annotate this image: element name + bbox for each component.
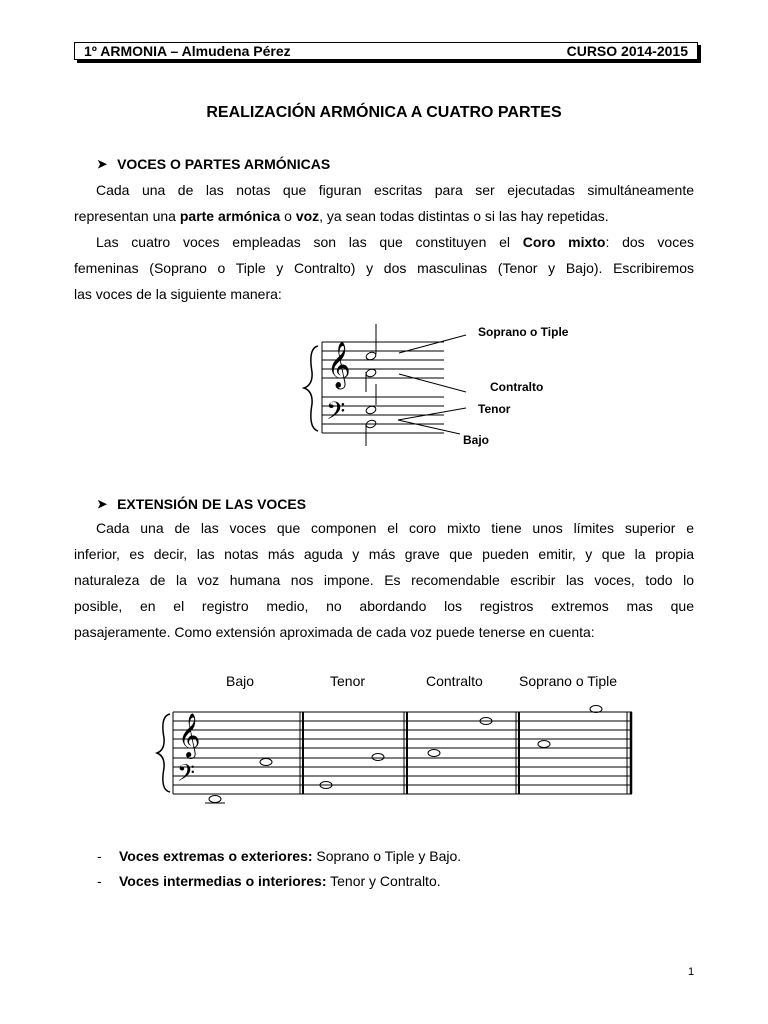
header-left: 1º ARMONIA – Almudena Pérez (84, 43, 291, 59)
treble-clef-icon: 𝄞 (178, 713, 201, 757)
label-tenor: Tenor (478, 402, 511, 416)
page-number: 1 (688, 966, 695, 978)
range-label-soprano: Soprano o Tiple (519, 673, 618, 689)
section-heading-voces: ➤ VOCES O PARTES ARMÓNICAS (97, 156, 331, 172)
list-item: - Voces intermedias o interiores: Tenor y Contralto. (97, 873, 441, 889)
label-soprano: Soprano o Tiple (478, 325, 569, 339)
bass-clef-icon: 𝄢 (177, 759, 196, 792)
range-label-contralto: Contralto (426, 673, 483, 689)
paragraph-extension: Cada una de las voces que componen el coro mixto tiene unos límites superior e inferior, es decir, las notas más aguda y más grave que pueden emitir, y que la propia naturaleza de la voz humana nos impone. Es recomendable escribir las voces, todo lo posible, en el registro medio, no abordando los registros extremos mas que pasajeramente. Como extensión aproximada de cada voz puede tenerse en cuenta: (74, 520, 694, 640)
paragraph-voces: Cada una de las notas que figuran escritas para ser ejecutadas simultáneamente representan una parte armónica o voz, ya sean todas distintas o si las hay repetidas. Las cuatro voces empleadas son las que constituyen el Coro mixto: dos voces femeninas (Soprano o Tiple y Contralto) y dos masculinas (Tenor y Bajo). Escribiremos las voces de la siguiente manera: (74, 182, 694, 302)
range-label-bajo: Bajo (226, 673, 255, 689)
arrow-bullet-icon: ➤ (97, 157, 108, 171)
label-bajo: Bajo (463, 433, 490, 447)
bass-clef-icon: 𝄢 (326, 397, 346, 432)
section-heading-extension: ➤ EXTENSIÓN DE LAS VOCES (97, 496, 307, 512)
range-label-tenor: Tenor (330, 673, 366, 689)
treble-clef-icon: 𝄞 (327, 342, 351, 388)
list-item: - Voces extremas o exteriores: Soprano o Tiple y Bajo. (97, 848, 462, 864)
header-right: CURSO 2014-2015 (566, 43, 688, 59)
arrow-bullet-icon: ➤ (97, 497, 108, 511)
label-contralto: Contralto (490, 380, 544, 394)
document-title: REALIZACIÓN ARMÓNICA A CUATRO PARTES (206, 104, 562, 121)
page-header (74, 42, 698, 60)
